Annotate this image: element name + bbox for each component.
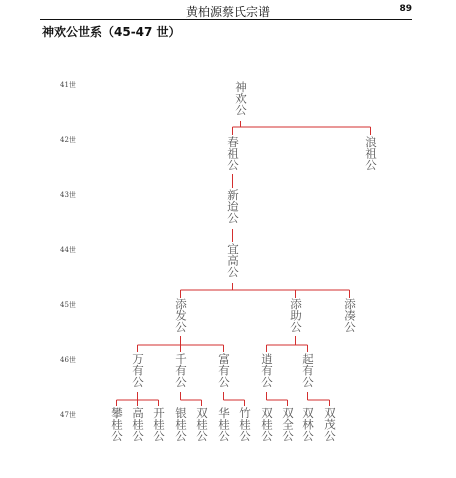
generation-label-44: 44世 [60,246,76,254]
generation-label-43: 43世 [60,191,76,199]
node-yigao: 宜高公 [226,243,240,278]
node-shuanggui-2: 双桂公 [260,407,274,442]
node-chunzu: 春祖公 [226,136,240,171]
node-wanyou: 万有公 [131,353,145,388]
generation-label-47: 47世 [60,411,76,419]
node-xindao: 新迨公 [226,189,240,224]
generation-label-42: 42世 [60,136,76,144]
node-shuangmao: 双茂公 [323,407,337,442]
generation-label-46: 46世 [60,356,76,364]
node-kaigui: 开桂公 [152,407,166,442]
node-yingui: 银桂公 [174,407,188,442]
node-qiyou: 起有公 [301,353,315,388]
node-gaogui: 高桂公 [131,407,145,442]
node-xiaoyou: 逍有公 [260,353,274,388]
document-title: 黄柏源蔡氏宗谱 [185,5,270,19]
generation-label-45: 45世 [60,301,76,309]
node-tianzhu: 添助公 [289,298,303,333]
node-shuanggui: 双桂公 [195,407,209,442]
page-number: 89 [399,4,412,14]
node-shuangquan: 双全公 [281,407,295,442]
node-zhugui: 竹桂公 [238,407,252,442]
node-pangui: 攀桂公 [110,407,124,442]
node-tiancou: 添凑公 [343,298,357,333]
node-langzu: 浪祖公 [364,136,378,171]
generation-label-41: 41世 [60,81,76,89]
node-huagui: 华桂公 [217,407,231,442]
node-tianfa: 添发公 [174,298,188,333]
node-qianyou: 千有公 [174,353,188,388]
node-shuanglin: 双林公 [301,407,315,442]
node-shenhuan: 神欢公 [234,81,248,116]
section-title: 神欢公世系（45-47 世） [42,25,181,39]
node-fuyou: 富有公 [217,353,231,388]
